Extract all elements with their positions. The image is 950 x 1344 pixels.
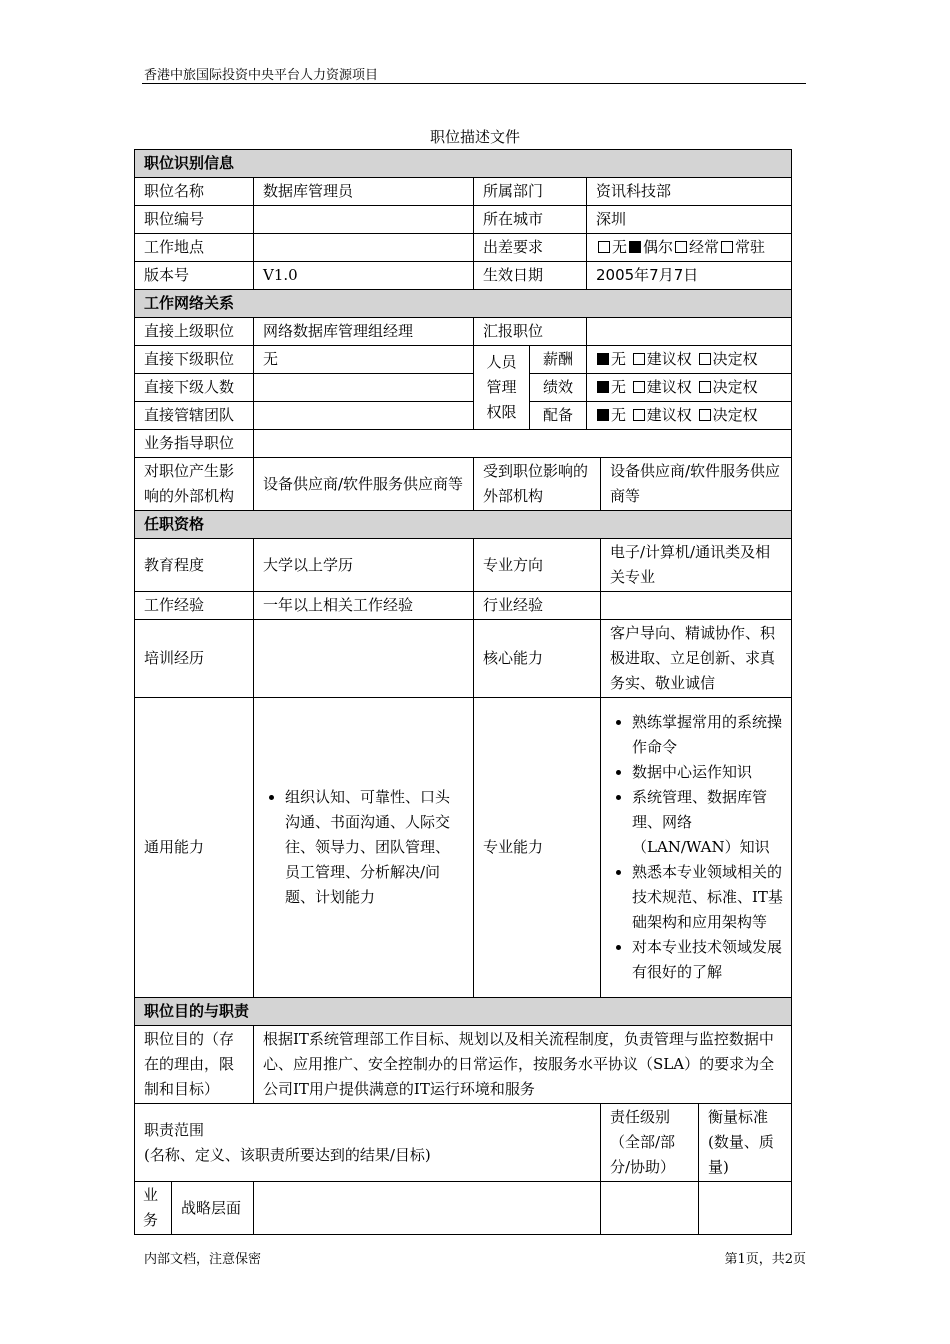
- label-city: 所在城市: [474, 206, 587, 234]
- value-version: V1.0: [254, 262, 474, 290]
- label-strategy-level: 战略层面: [172, 1182, 254, 1235]
- section-purpose: 职位目的与职责: [135, 998, 792, 1026]
- value-team: [254, 402, 474, 430]
- authority-options-staffing: [587, 402, 792, 430]
- value-core-competency: 客户导向、精诚协作、积极进取、立足创新、求真务实、敬业诚信: [601, 620, 792, 698]
- salary-none-label: 无: [611, 350, 627, 368]
- professional-competency-item: • 对本专业技术领域发展有很好的了解: [632, 935, 787, 985]
- header-divider: [142, 83, 806, 84]
- value-subordinate: 无: [254, 346, 474, 374]
- salary-suggest-label: 建议权: [646, 350, 692, 368]
- travel-option-resident-checkbox[interactable]: [721, 241, 733, 253]
- label-industry-experience: 行业经验: [474, 592, 601, 620]
- staffing-decide-label: 决定权: [712, 406, 758, 424]
- value-strategy-measure: [699, 1182, 792, 1235]
- travel-option-none-label: 无: [612, 238, 628, 256]
- travel-option-occasional-checkbox[interactable]: [629, 241, 641, 253]
- professional-competency-item: • 熟悉本专业领域相关的技术规范、标准、IT基础架构和应用架构等: [632, 860, 787, 935]
- value-professional-competency: [601, 698, 792, 998]
- label-version: 版本号: [135, 262, 254, 290]
- label-business-guide: 业务指导职位: [135, 430, 254, 458]
- value-strategy-content: [254, 1182, 601, 1235]
- label-position-code: 职位编号: [135, 206, 254, 234]
- performance-none-checkbox[interactable]: [597, 381, 609, 393]
- authority-options-salary: [587, 346, 792, 374]
- performance-suggest-label: 建议权: [646, 378, 692, 396]
- value-department: 资讯科技部: [587, 178, 792, 206]
- value-report-position: [587, 318, 792, 346]
- staffing-none-checkbox[interactable]: [597, 409, 609, 421]
- document-title: 职位描述文件: [429, 128, 520, 146]
- label-external-affected: 受到职位影响的外部机构: [474, 458, 601, 511]
- performance-none-label: 无: [611, 378, 627, 396]
- travel-options: [587, 234, 792, 262]
- label-external-affecting: 对职位产生影响的外部机构: [135, 458, 254, 511]
- value-training: [254, 620, 474, 698]
- label-effective-date: 生效日期: [474, 262, 587, 290]
- professional-competency-item: • 系统管理、数据库管理、网络（LAN/WAN）知识: [632, 785, 787, 860]
- authority-label-line-3: 权限: [486, 403, 517, 421]
- authority-label: [474, 346, 530, 430]
- travel-option-often-checkbox[interactable]: [675, 241, 687, 253]
- salary-suggest-checkbox[interactable]: [633, 353, 645, 365]
- value-subordinate-count: [254, 374, 474, 402]
- value-business-guide: [254, 430, 792, 458]
- section-network: 工作网络关系: [135, 290, 792, 318]
- label-professional-competency: 专业能力: [474, 698, 601, 998]
- label-responsibility-level: 责任级别（全部/部分/协助）: [601, 1104, 699, 1182]
- travel-option-occasional-label: 偶尔: [643, 238, 674, 256]
- label-education: 教育程度: [135, 539, 254, 592]
- section-qualification: 任职资格: [135, 511, 792, 539]
- value-education: 大学以上学历: [254, 539, 474, 592]
- label-business: 业务: [135, 1182, 172, 1235]
- value-effective-date: 2005年7月7日: [587, 262, 792, 290]
- value-external-affecting: 设备供应商/软件服务供应商等: [254, 458, 474, 511]
- authority-label-line-2: 管理: [486, 378, 517, 396]
- professional-competency-list: [610, 710, 787, 985]
- label-core-competency: 核心能力: [474, 620, 601, 698]
- authority-options-performance: [587, 374, 792, 402]
- value-superior: 网络数据库管理组经理: [254, 318, 474, 346]
- responsibility-scope-title: 职责范围: [144, 1120, 205, 1139]
- staffing-none-label: 无: [611, 406, 627, 424]
- value-external-affected: 设备供应商/软件服务供应商等: [601, 458, 792, 511]
- general-competency-list: [263, 785, 464, 910]
- salary-none-checkbox[interactable]: [597, 353, 609, 365]
- salary-decide-checkbox[interactable]: [699, 353, 711, 365]
- value-general-competency: [254, 698, 474, 998]
- footer-page-number: 第1页，共2页: [724, 1252, 806, 1267]
- label-team: 直接管辖团队: [135, 402, 254, 430]
- value-position-name: 数据库管理员: [254, 178, 474, 206]
- staffing-suggest-checkbox[interactable]: [633, 409, 645, 421]
- label-major: 专业方向: [474, 539, 601, 592]
- travel-option-none-checkbox[interactable]: [598, 241, 610, 253]
- label-report-position: 汇报职位: [474, 318, 587, 346]
- performance-decide-checkbox[interactable]: [699, 381, 711, 393]
- value-position-goal: 根据IT系统管理部工作目标、规划以及相关流程制度，负责管理与监控数据中心、应用推广、安全控制办的日常运作，按服务水平协议（SLA）的要求为全公司IT用户提供满意的IT运行环境和服务: [254, 1026, 792, 1104]
- label-responsibility-scope: [135, 1104, 601, 1182]
- general-competency-item: • 组织认知、可靠性、口头沟通、书面沟通、人际交往、领导力、团队管理、员工管理、分析解决/问题、计划能力: [285, 785, 464, 910]
- job-description-table: [134, 149, 792, 1235]
- value-position-code: [254, 206, 474, 234]
- performance-suggest-checkbox[interactable]: [633, 381, 645, 393]
- value-work-experience: 一年以上相关工作经验: [254, 592, 474, 620]
- performance-decide-label: 决定权: [712, 378, 758, 396]
- label-measure-standard: 衡量标准(数量、质量): [699, 1104, 792, 1182]
- label-work-experience: 工作经验: [135, 592, 254, 620]
- authority-label-line-1: 人员: [486, 353, 517, 371]
- label-department: 所属部门: [474, 178, 587, 206]
- authority-item-salary: 薪酬: [530, 346, 587, 374]
- travel-option-often-label: 经常: [689, 238, 720, 256]
- label-general-competency: 通用能力: [135, 698, 254, 998]
- label-travel: 出差要求: [474, 234, 587, 262]
- label-subordinate: 直接下级职位: [135, 346, 254, 374]
- label-superior: 直接上级职位: [135, 318, 254, 346]
- label-position-name: 职位名称: [135, 178, 254, 206]
- label-training: 培训经历: [135, 620, 254, 698]
- value-industry-experience: [601, 592, 792, 620]
- label-work-location: 工作地点: [135, 234, 254, 262]
- value-city: 深圳: [587, 206, 792, 234]
- page-header-project: 香港中旅国际投资中央平台人力资源项目: [144, 68, 379, 83]
- section-identity: 职位识别信息: [135, 150, 792, 178]
- value-work-location: [254, 234, 474, 262]
- salary-decide-label: 决定权: [712, 350, 758, 368]
- professional-competency-item: • 熟练掌握常用的系统操作命令: [632, 710, 787, 760]
- value-major: 电子/计算机/通讯类及相关专业: [601, 539, 792, 592]
- authority-item-staffing: 配备: [530, 402, 587, 430]
- staffing-suggest-label: 建议权: [646, 406, 692, 424]
- footer-confidential: 内部文档，注意保密: [144, 1252, 262, 1267]
- staffing-decide-checkbox[interactable]: [699, 409, 711, 421]
- travel-option-resident-label: 常驻: [735, 238, 766, 256]
- responsibility-scope-subtitle: (名称、定义、该职责所要达到的结果/目标): [144, 1145, 431, 1164]
- label-subordinate-count: 直接下级人数: [135, 374, 254, 402]
- label-position-goal: 职位目的（存在的理由，限制和目标）: [135, 1026, 254, 1104]
- professional-competency-item: • 数据中心运作知识: [632, 760, 787, 785]
- authority-item-performance: 绩效: [530, 374, 587, 402]
- value-strategy-level: [601, 1182, 699, 1235]
